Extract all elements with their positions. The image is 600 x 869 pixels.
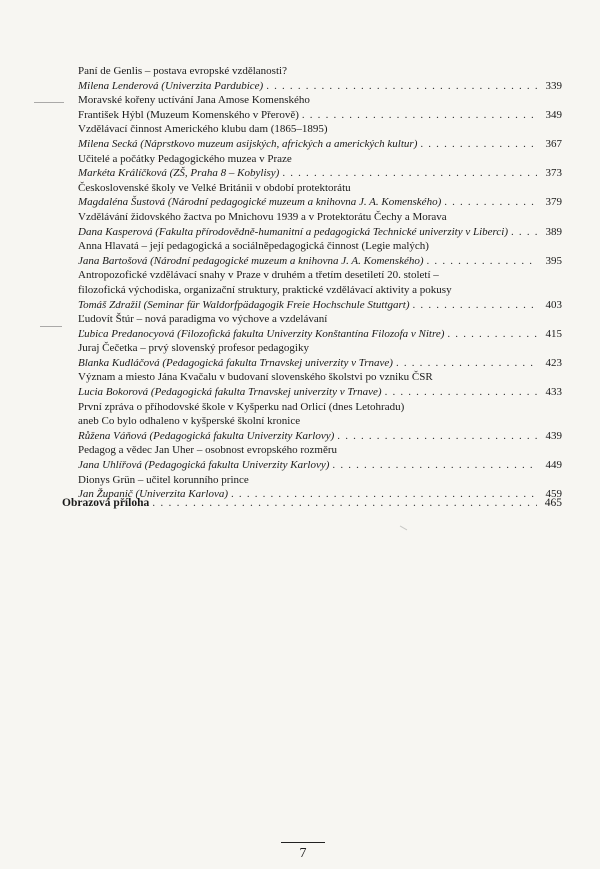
toc-text: Milena Lenderová (Univerzita Pardubice) xyxy=(78,79,264,92)
toc-text: Ľubica Predanocyová (Filozofická fakulta Univerzity Konštantína Filozofa v Nitre) xyxy=(78,327,445,340)
toc-entry-title xyxy=(78,443,562,458)
dot-leader xyxy=(282,166,537,181)
toc-page-number: 373 xyxy=(545,167,562,180)
toc-text: Jan Županič (Univerzita Karlova) xyxy=(78,488,229,501)
toc-entry-author[interactable] xyxy=(78,166,562,181)
toc-entry-author[interactable] xyxy=(78,385,562,400)
appendix-entry[interactable] xyxy=(62,496,562,511)
toc-text: František Hýbl (Muzeum Komenského v Přerově) xyxy=(78,108,299,121)
toc-text: Anna Hlavatá – její pedagogická a sociálněpedagogická činnost (Legie malých) xyxy=(78,240,429,253)
toc-entry-author[interactable] xyxy=(78,195,562,210)
toc-entry-author[interactable] xyxy=(78,79,562,94)
toc-entry-title xyxy=(78,370,562,385)
toc-entry-author[interactable] xyxy=(78,298,562,313)
toc-entry-author[interactable] xyxy=(78,108,562,123)
toc-entry-title xyxy=(78,239,562,254)
dot-leader xyxy=(413,298,537,313)
toc-text: Tomáš Zdražil (Seminar für Waldorfpädagogik Freie Hochschule Stuttgart) xyxy=(78,298,410,311)
margin-mark xyxy=(40,326,62,327)
dot-leader xyxy=(385,385,537,400)
dot-leader xyxy=(152,496,537,511)
toc-text: Markéta Králíčková (ZŠ, Praha 8 – Kobylisy) xyxy=(78,167,280,180)
dot-leader xyxy=(337,429,537,444)
toc-text: Význam a miesto Jána Kvačalu v budovaní slovenského školstvi po vzniku ČSR xyxy=(78,371,433,384)
toc-entry-title xyxy=(78,473,562,488)
toc-text: Blanka Kudláčová (Pedagogická fakulta Trnavskej univerzity v Trnave) xyxy=(78,356,393,369)
toc-text: Lucia Bokorová (Pedagogická fakulta Trnavskej univerzity v Trnave) xyxy=(78,386,382,399)
toc-entry-title xyxy=(78,210,562,225)
toc-text: Vzdělávací činnost Amerického klubu dam (1865–1895) xyxy=(78,123,328,136)
dot-leader xyxy=(302,108,537,123)
toc-entry-author[interactable] xyxy=(78,327,562,342)
toc-text: Učitelé a počátky Pedagogického muzea v Praze xyxy=(78,152,292,165)
dot-leader xyxy=(396,356,537,371)
toc-page-number: 395 xyxy=(545,254,562,267)
toc-text: Jana Bartošová (Národní pedagogické muzeum a knihovna J. A. Komenského) xyxy=(78,254,424,267)
toc-text: Růžena Váňová (Pedagogická fakulta Univerzity Karlovy) xyxy=(78,429,335,442)
toc-text: Paní de Genlis – postava evropské vzdělanosti? xyxy=(78,65,287,77)
dot-leader xyxy=(511,225,537,240)
toc-text: Pedagog a vědec Jan Uher – osobnost evropského rozměru xyxy=(78,444,338,457)
toc-entry-author[interactable] xyxy=(78,356,562,371)
toc-text: Milena Secká (Náprstkovo muzeum asijských, afrických a amerických kultur) xyxy=(78,137,418,150)
dot-leader xyxy=(427,254,537,269)
toc-entry-title xyxy=(78,341,562,356)
table-of-contents xyxy=(78,64,562,502)
toc-page-number: 367 xyxy=(545,137,562,150)
toc-text: Vzdělávání židovského žactva po Mnichovu 1939 a v Protektorátu Čechy a Morava xyxy=(78,210,447,223)
toc-text: Československé školy ve Velké Británii v období protektorátu xyxy=(78,181,351,194)
toc-page-number: 439 xyxy=(545,429,562,442)
page-number: 7 xyxy=(299,846,307,861)
toc-page-number: 403 xyxy=(545,298,562,311)
toc-text: Magdaléna Šustová (Národní pedagogické muzeum a knihovna J. A. Komenského) xyxy=(78,196,442,209)
toc-page-number: 433 xyxy=(545,386,562,399)
page-number-rule xyxy=(281,842,325,843)
toc-text: Moravské kořeny uctívání Jana Amose Komenského xyxy=(78,94,310,107)
toc-entry-title xyxy=(78,93,562,108)
toc-text: Juraj Čečetka – prvý slovenský profesor pedagogiky xyxy=(78,342,309,355)
margin-mark xyxy=(34,102,64,103)
toc-page-number: 389 xyxy=(545,225,562,238)
appendix-label: Obrazová příloha xyxy=(62,497,150,509)
dot-leader xyxy=(447,327,537,342)
toc-entry-author[interactable] xyxy=(78,225,562,240)
dot-leader xyxy=(444,195,537,210)
toc-text: Dana Kasperová (Fakulta přírodovědně-humanitní a pedagogická Technické univerzity v Liberci) xyxy=(78,225,509,238)
toc-text: aneb Co bylo odhaleno v kyšperské školní kronice xyxy=(78,415,301,428)
toc-text: Jana Uhlířová (Pedagogická fakulta Univerzity Karlovy) xyxy=(78,459,330,472)
toc-page-number: 423 xyxy=(545,356,562,369)
toc-text: filozofická východiska, organizační struktury, praktické vzdělávací aktivity a pokusy xyxy=(78,283,452,296)
toc-page-number: 415 xyxy=(545,327,562,340)
toc-entry-title xyxy=(78,312,562,327)
toc-entry-title xyxy=(78,181,562,196)
dot-leader xyxy=(420,137,537,152)
dot-leader xyxy=(332,458,537,473)
toc-entry-author[interactable] xyxy=(78,137,562,152)
toc-entry-author[interactable] xyxy=(78,254,562,269)
toc-entry-author[interactable] xyxy=(78,458,562,473)
toc-entry-title xyxy=(78,152,562,167)
toc-entry-title xyxy=(78,283,562,298)
scan-mark xyxy=(397,525,407,535)
toc-page-number: 459 xyxy=(545,488,562,501)
toc-page-number: 449 xyxy=(545,459,562,472)
toc-text: Antropozofické vzdělávací snahy v Praze v druhém a třetím desetiletí 20. století – xyxy=(78,269,439,282)
appendix-page: 465 xyxy=(544,497,562,509)
toc-page-number: 339 xyxy=(545,79,562,92)
toc-text: První zpráva o příhodovské škole v Kyšperku nad Orlicí (dnes Letohradu) xyxy=(78,400,405,413)
toc-entry-title xyxy=(78,268,562,283)
toc-text: Ľudovít Štúr – nová paradigma vo výchove a vzdelávaní xyxy=(78,313,328,326)
toc-entry-title xyxy=(78,122,562,137)
toc-entry-title xyxy=(78,64,562,79)
toc-entry-title xyxy=(78,414,562,429)
toc-entry-title xyxy=(78,400,562,415)
toc-page-number: 379 xyxy=(545,196,562,209)
toc-page-number: 349 xyxy=(545,108,562,121)
dot-leader xyxy=(266,79,537,94)
toc-text: Dionys Grün – učitel korunního prince xyxy=(78,473,249,486)
toc-entry-author[interactable] xyxy=(78,429,562,444)
